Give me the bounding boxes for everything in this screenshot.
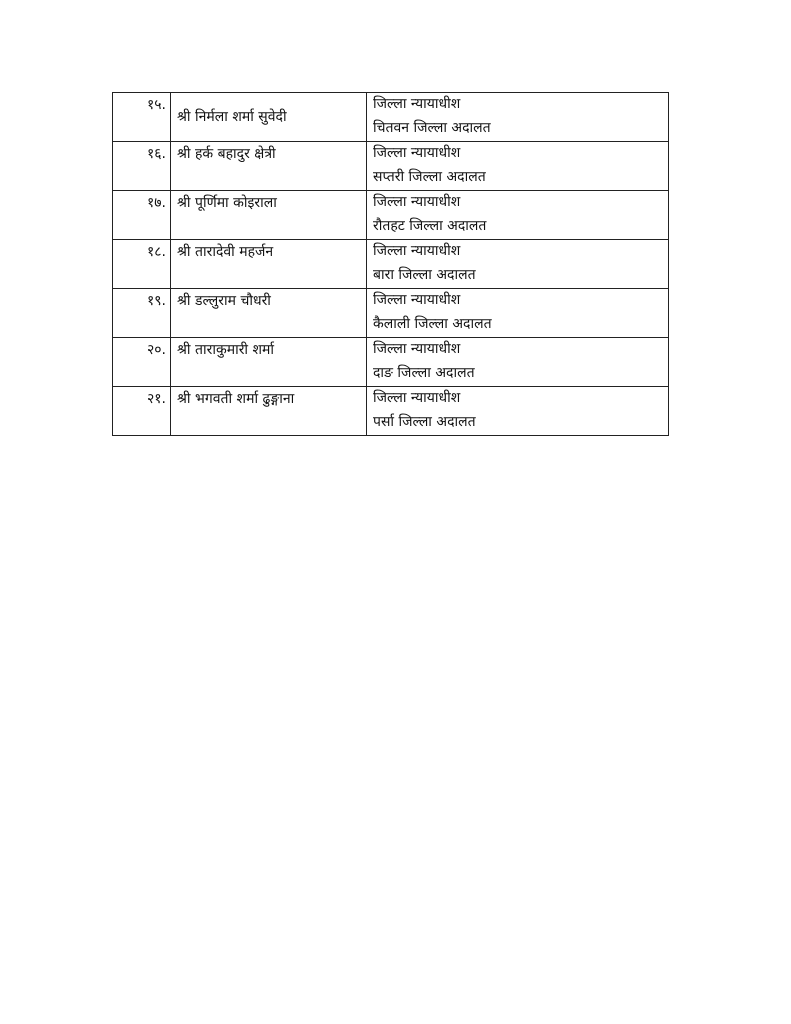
judge-name xyxy=(171,338,367,387)
serial-number: २०. xyxy=(113,338,171,387)
table-row xyxy=(113,240,669,289)
table-row xyxy=(113,338,669,387)
judge-name xyxy=(171,387,367,436)
post-title: जिल्ला न्यायाधीश xyxy=(373,243,461,259)
court-name: पर्सा जिल्ला अदालत xyxy=(373,414,476,430)
court-name: चितवन जिल्ला अदालत xyxy=(373,120,491,136)
court-name: कैलाली जिल्ला अदालत xyxy=(373,316,492,332)
serial-number: १७. xyxy=(113,191,171,240)
table-row xyxy=(113,289,669,338)
judge-name-text: श्री निर्मला शर्मा सुवेदी xyxy=(177,109,287,125)
post-cell xyxy=(367,289,669,338)
court-name: दाङ जिल्ला अदालत xyxy=(373,365,475,381)
post-cell xyxy=(367,240,669,289)
post-cell xyxy=(367,93,669,142)
judge-name xyxy=(171,289,367,338)
judge-name xyxy=(171,191,367,240)
post-cell xyxy=(367,142,669,191)
table-row xyxy=(113,191,669,240)
table-row xyxy=(113,142,669,191)
table-row xyxy=(113,93,669,142)
judge-name xyxy=(171,93,367,142)
judge-name-text: श्री तारादेवी महर्जन xyxy=(177,244,274,260)
judge-name-text: श्री भगवती शर्मा ढुङ्गाना xyxy=(177,391,295,407)
judge-name-text: श्री पूर्णिमा कोइराला xyxy=(177,195,277,211)
post-title: जिल्ला न्यायाधीश xyxy=(373,292,461,308)
judges-table xyxy=(112,92,669,436)
judge-name xyxy=(171,142,367,191)
judge-name xyxy=(171,240,367,289)
judge-name-text: श्री डल्लुराम चौधरी xyxy=(177,293,271,309)
table-row xyxy=(113,387,669,436)
post-cell xyxy=(367,191,669,240)
post-title: जिल्ला न्यायाधीश xyxy=(373,390,461,406)
serial-number: १५. xyxy=(113,93,171,142)
court-name: सप्तरी जिल्ला अदालत xyxy=(373,169,486,185)
serial-number: १९. xyxy=(113,289,171,338)
post-title: जिल्ला न्यायाधीश xyxy=(373,341,461,357)
judge-name-text: श्री हर्क बहादुर क्षेत्री xyxy=(177,146,276,162)
serial-number: १८. xyxy=(113,240,171,289)
post-title: जिल्ला न्यायाधीश xyxy=(373,194,461,210)
court-name: बारा जिल्ला अदालत xyxy=(373,267,476,283)
serial-number: २१. xyxy=(113,387,171,436)
post-title: जिल्ला न्यायाधीश xyxy=(373,96,461,112)
post-cell xyxy=(367,387,669,436)
post-cell xyxy=(367,338,669,387)
serial-number: १६. xyxy=(113,142,171,191)
post-title: जिल्ला न्यायाधीश xyxy=(373,145,461,161)
judge-name-text: श्री ताराकुमारी शर्मा xyxy=(177,342,275,358)
court-name: रौतहट जिल्ला अदालत xyxy=(373,218,487,234)
